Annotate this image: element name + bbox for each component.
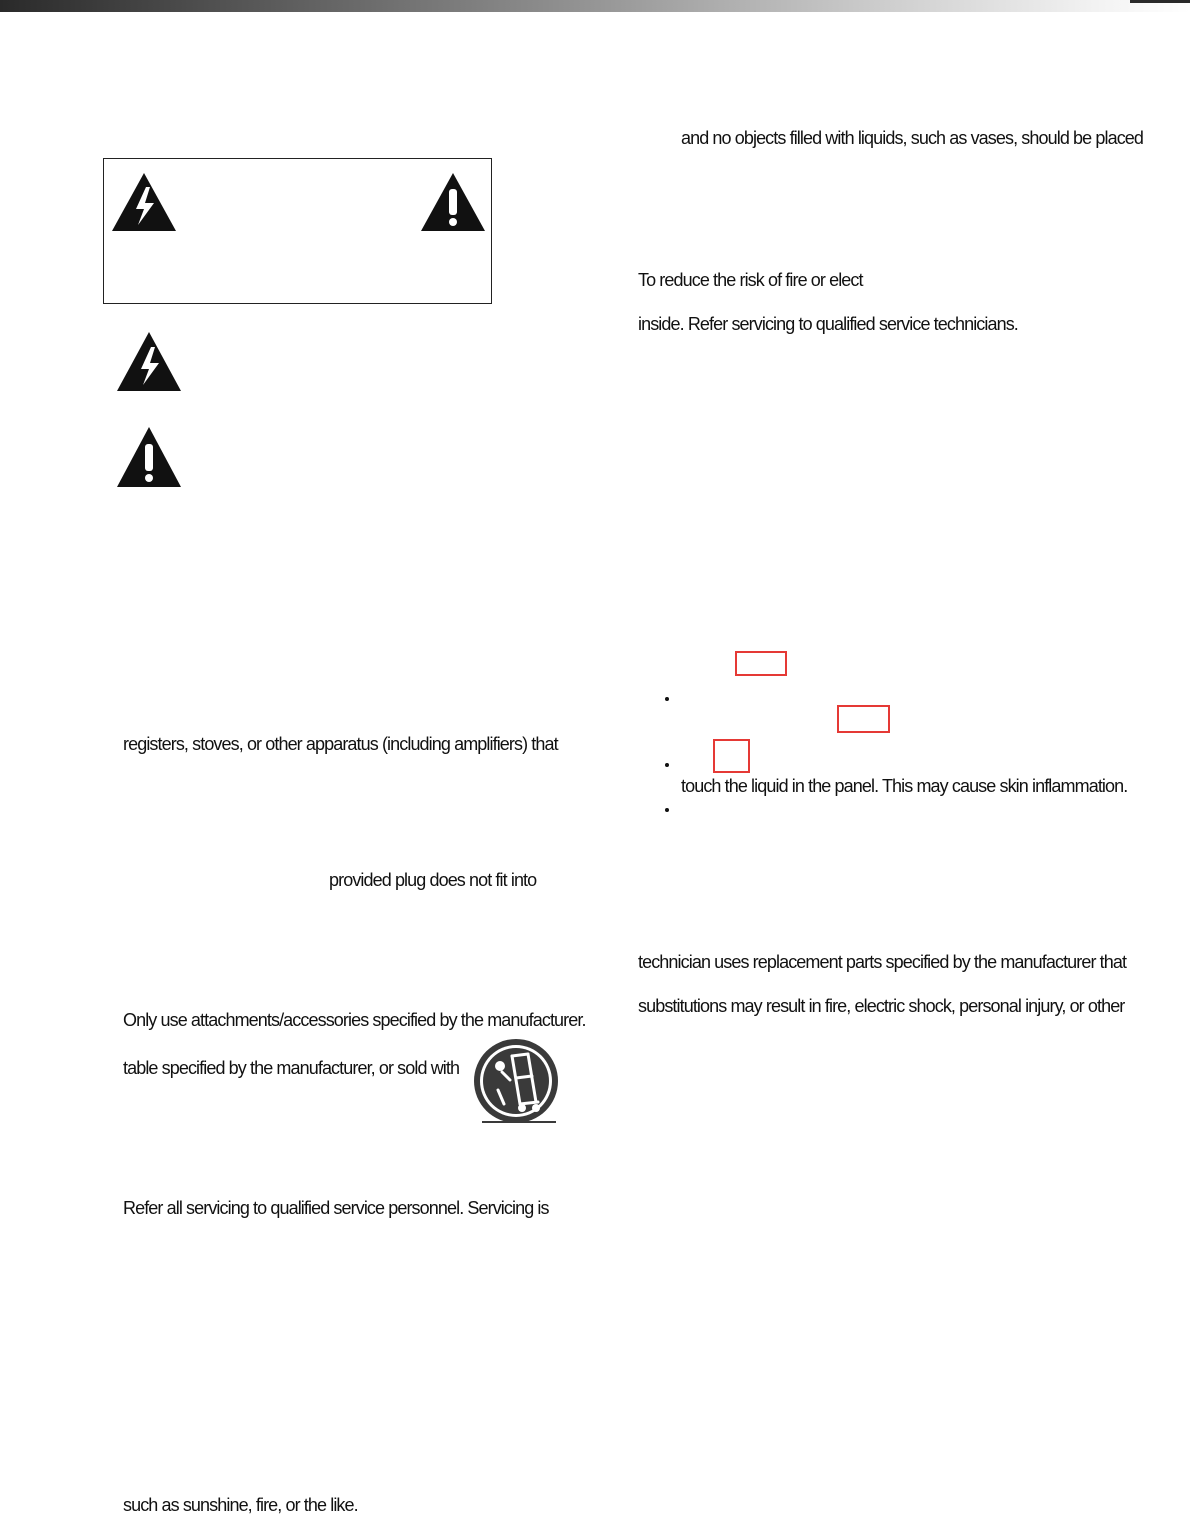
bullet-marker	[665, 697, 669, 701]
lightning-symbol-icon	[115, 330, 183, 393]
text-attachments: Only use attachments/accessories specified by the manufacturer.	[123, 1010, 586, 1030]
header-bar-end	[1130, 0, 1190, 3]
lightning-warning-icon	[110, 171, 178, 233]
header-gradient-bar	[0, 0, 1190, 12]
text-no-objects-liquids: and no objects filled with liquids, such as vases, should be placed	[681, 128, 1144, 148]
text-technician-parts: technician uses replacement parts specified by the manufacturer that	[638, 952, 1127, 972]
highlight-box-1	[735, 651, 787, 676]
text-substitutions: substitutions may result in fire, electric shock, personal injury, or other	[638, 996, 1125, 1016]
text-sunshine: such as sunshine, fire, or the like.	[123, 1495, 358, 1515]
highlight-box-2	[837, 705, 890, 733]
text-refer-servicing: inside. Refer servicing to qualified service technicians.	[638, 314, 1018, 334]
text-cart-table: table specified by the manufacturer, or sold with	[123, 1058, 460, 1078]
text-touch-liquid: touch the liquid in the panel. This may cause skin inflammation.	[681, 776, 1128, 796]
highlight-box-3	[713, 739, 750, 773]
bullet-marker	[665, 763, 669, 767]
text-registers-stoves: registers, stoves, or other apparatus (including amplifiers) that	[123, 734, 558, 754]
text-reduce-risk: To reduce the risk of fire or elect	[638, 270, 863, 290]
cart-tip-over-icon	[470, 1038, 562, 1126]
exclamation-symbol-icon	[115, 425, 183, 489]
exclamation-warning-icon	[419, 171, 487, 233]
text-servicing: Refer all servicing to qualified service personnel. Servicing is	[123, 1198, 549, 1218]
bullet-marker	[665, 808, 669, 812]
text-provided-plug: provided plug does not fit into	[329, 870, 537, 890]
